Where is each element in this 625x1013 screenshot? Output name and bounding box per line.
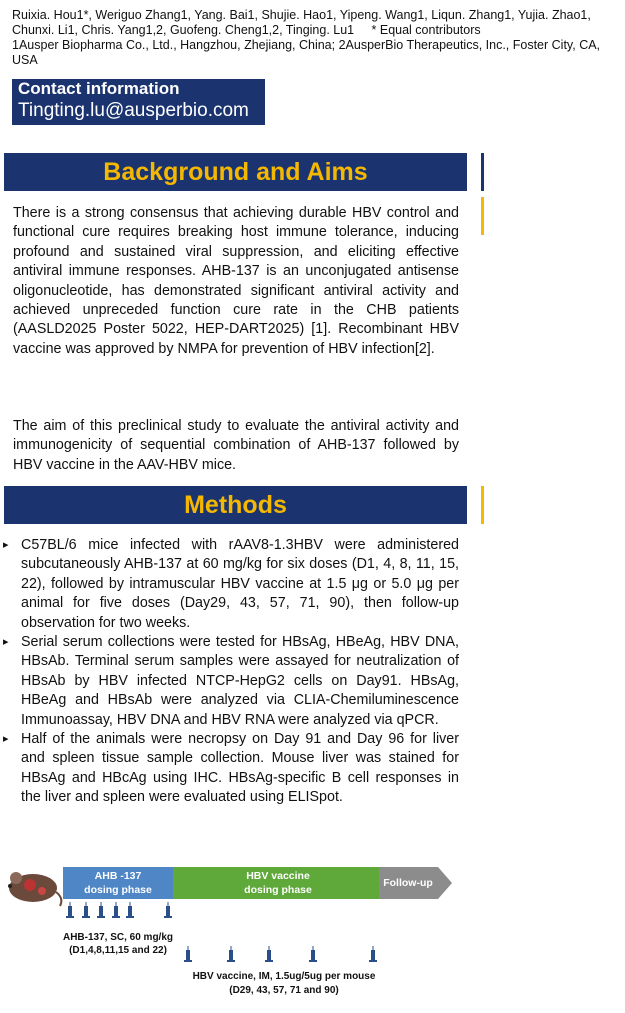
phase3-label: Follow-up	[383, 877, 433, 889]
contact-title: Contact information	[18, 79, 180, 98]
syringe-icon	[184, 946, 192, 962]
methods-header: Methods	[4, 486, 467, 524]
methods-list	[3, 536, 459, 808]
syringe-icon	[112, 902, 120, 918]
syringe-icon	[66, 902, 74, 918]
phase1-label-1: AHB -137	[94, 870, 142, 882]
contact-email[interactable]: Tingting.lu@ausperbio.com	[18, 100, 249, 121]
bullet-text: Serial serum collections were tested for HBsAg, HBeAg, HBV DNA, HBsAb. Terminal serum samples were assayed for neutralization of HBsAb by HBV infected NTCP-HepG2 cells on Day91. HBsAg, HBeAg and HBsAb were analyzed via CLIA-Chemiluminescence Immunoassay, HBV DNA and HBV RNA were analyzed via qPCR.	[21, 634, 459, 728]
vaccine-dose-markers	[184, 946, 377, 962]
background-header: Background and Aims	[4, 153, 467, 191]
aims-paragraph: The aim of this preclinical study to evaluate the antiviral activity and immunogenicity of sequential combination of AHB-137 followed by HBV vaccine in the AAV-HBV mice.	[13, 418, 459, 473]
methods-accent-bar	[481, 486, 484, 524]
background-paragraph: There is a strong consensus that achieving durable HBV control and functional cure requires breaking host immune tolerance, inducing profound and sustained viral suppression, and eliciting effective antiviral immune responses. AHB-137 is an unconjugated antisense oligonucleotide, has demonstrated significant antiviral activity and achieved unpreceded function cure rate in the CHB patients (AASLD2025 Poster 5022, HEP-DART2025) [1]. Recombinant HBV vaccine was approved by NMPA for prevention of HBV infection[2].	[13, 205, 459, 357]
list-item	[3, 633, 459, 730]
syringe-icon	[369, 946, 377, 962]
bullet-text: Half of the animals were necropsy on Day 91 and Day 96 for liver and spleen tissue sample collection. Mouse liver was stained for HBsAg and HBcAg using IHC. HBsAg-specific B cell responses in the liver and spleen were evaluated using ELISpot.	[21, 731, 459, 806]
study-timeline	[0, 858, 625, 1008]
phase2-label-1: HBV vaccine	[246, 870, 310, 882]
list-item	[3, 730, 459, 808]
phase2-label-2: dosing phase	[244, 884, 312, 896]
equal-contributors-note: * Equal contributors	[371, 23, 481, 37]
affiliations: 1Ausper Biopharma Co., Ltd., Hangzhou, Zhejiang, China; 2AusperBio Therapeutics, Inc., Foster City, CA, USA	[12, 38, 601, 67]
author-list: Ruixia. Hou1*, Weriguo Zhang1, Yang. Bai1, Shujie. Hao1, Yipeng. Wang1, Liqun. Zhang1, Yujia. Zhao1, Chunxi. Li1, Chris. Yang1,2, Guofeng. Cheng1,2, Tinging. Lu1	[12, 8, 591, 37]
phase1-label-2: dosing phase	[84, 884, 152, 896]
header-side-bar	[481, 153, 484, 191]
syringe-icon	[227, 946, 235, 962]
syringe-icon	[164, 902, 172, 918]
ahb-dosing-label-2: (D1,4,8,11,15 and 22)	[69, 945, 167, 956]
mouse-icon	[8, 872, 61, 906]
vaccine-dosing-label-2: (D29, 43, 57, 71 and 90)	[229, 985, 339, 996]
syringe-icon	[126, 902, 134, 918]
header-accent-bar	[481, 197, 484, 235]
syringe-icon	[265, 946, 273, 962]
contact-box	[12, 79, 265, 125]
syringe-icon	[309, 946, 317, 962]
syringe-icon	[97, 902, 105, 918]
bullet-icon: ▸	[3, 636, 9, 649]
bullet-text: C57BL/6 mice infected with rAAV8-1.3HBV were administered subcutaneously AHB-137 at 60 mg/kg for six doses (D1, 4, 8, 11, 15, 22), followed by intramuscular HBV vaccine at 1.5 μg or 5.0 μg per animal for five doses (Day29, 43, 57, 71, 90), then follow-up observation for two weeks.	[21, 537, 459, 631]
ahb-dose-markers	[66, 902, 172, 918]
vaccine-dosing-label-1: HBV vaccine, IM, 1.5ug/5ug per mouse	[192, 971, 376, 982]
ahb-dosing-label-1: AHB-137, SC, 60 mg/kg	[62, 932, 174, 943]
bullet-icon: ▸	[3, 733, 9, 746]
list-item	[3, 536, 459, 633]
bullet-icon: ▸	[3, 539, 9, 551]
author-block	[12, 8, 620, 68]
syringe-icon	[82, 902, 90, 918]
